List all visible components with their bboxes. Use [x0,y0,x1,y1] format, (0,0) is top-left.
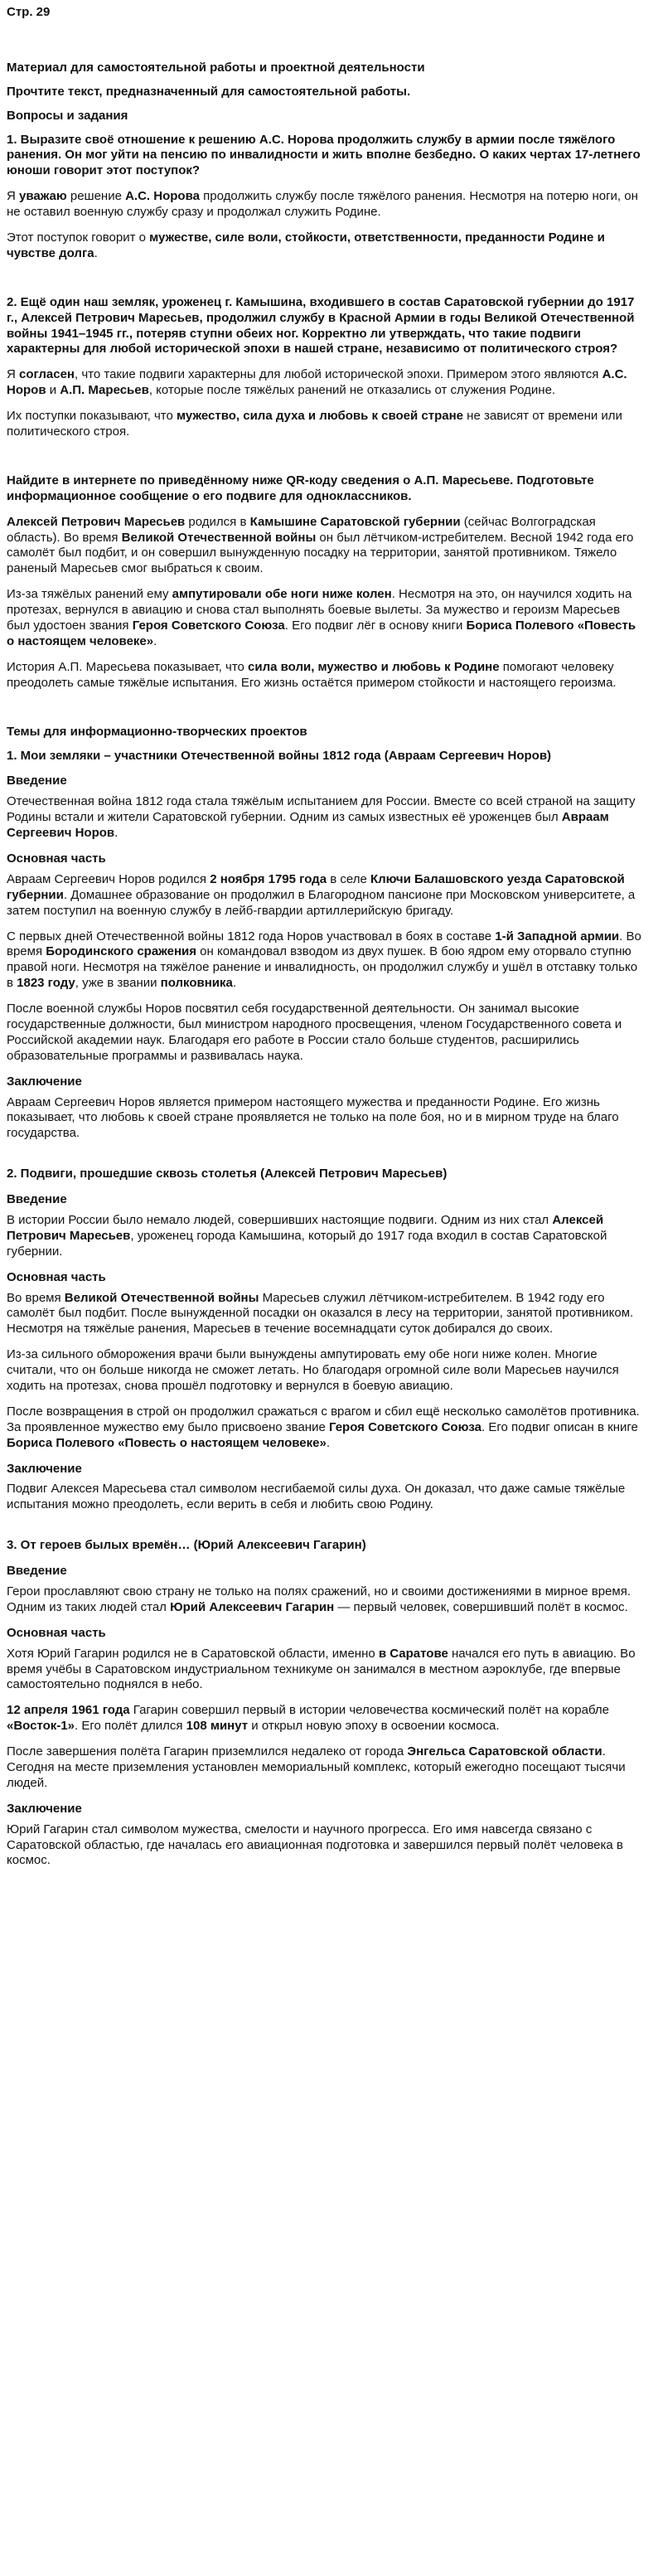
topic-3-main-paragraph: 12 апреля 1961 года Гагарин совершил первый в истории человечества космический полёт на корабле «Восток-1». Его полёт длился 108 минут и открыл новую эпоху в освоении космоса. [7,1703,609,1734]
topic-3-main-paragraph: Хотя Юрий Гагарин родился не в Саратовской области, именно в Саратове начался его путь в авиацию. Во время учёбы в Саратовском индустриальном техникуме он занимался в местном аэроклубе, где впервые самостоятельно поднялся в небо. [7,1646,636,1692]
topic-1-conclusion: Авраам Сергеевич Норов является примером настоящего мужества и преданности Родине. Его жизнь показывает, что любовь к своей стране проявляется не только на поле боя, но и в мирном труде на благо государства. [7,1094,619,1141]
topic-1-main-paragraph: С первых дней Отечественной войны 1812 года Норов участвовал в боях в составе 1-й Западной армии. Во время Бородинского сражения он командовал взводом из двух пушек. В бою ядром ему оторвало ступню правой ноги. Несмотря на тяжёлое ранение и инвалидность, он продолжил службу и ушёл в отставку только в 1823 году, уже в звании полковника. [7,929,641,991]
topic-2-intro: В истории России было немало людей, совершивших настоящие подвиги. Одним из них стал Алексей Петрович Маресьев, уроженец города Камышина, который до 1917 года входил в состав Саратовской губернии. [7,1212,607,1259]
answer-2-paragraph: Я согласен, что такие подвиги характерны для любой исторической эпохи. Примером этого являются А.С. Норов и А.П. Маресьев, которые после тяжёлых ранений не отказались от служения Родине. [7,367,627,398]
answer-3-paragraph: Алексей Петрович Маресьев родился в Камышине Саратовской губернии (сейчас Волгоградская область). Во время Великой Отечественной войны он был лётчиком-истребителем. Весной 1942 года его самолёт был подбит, и он совершил вынужденную посадку на территории, занятой противником. Тяжело раненый Маресьев смог выбраться к своим. [7,514,634,576]
section-heading: Материал для самостоятельной работы и проектной деятельности [7,60,425,75]
topic-3-intro: Герои прославляют свою страну не только на полях сражений, но и своими достижениями в мирное время. Одним из таких людей стал Юрий Алексеевич Гагарин — первый человек, совершивший полёт в космос. [7,1584,631,1614]
topic-3-main-paragraph: После завершения полёта Гагарин приземлился недалеко от города Энгельса Саратовской области. Сегодня на месте приземления установлен мемориальный комплекс, который ежегодно посещают тысячи людей. [7,1744,626,1790]
topic-3-title: 3. От героев былых времён… (Юрий Алексеевич Гагарин) [7,1538,366,1553]
topic-1-conclusion-label: Заключение [7,1074,82,1089]
topic-2-conclusion-label: Заключение [7,1461,82,1476]
topic-3-main-label: Основная часть [7,1625,106,1640]
topic-2-main-paragraph: Из-за сильного обморожения врачи были вынуждены ампутировать ему обе ноги ниже колен. Многие считали, что он больше никогда не сможет летать. Но благодаря огромной силе воли Маресьев научился ходить на протезах, снова прошёл подготовку и вернулся в боевую авиацию. [7,1347,619,1393]
answer-3-paragraph: История А.П. Маресьева показывает, что сила воли, мужество и любовь к Родине помогают человеку преодолеть самые тяжёлые испытания. Его жизнь остаётся примером стойкости и настоящего героизма. [7,659,617,690]
answer-1-paragraph: Я уважаю решение А.С. Норова продолжить службу после тяжёлого ранения. Несмотря на потерю ноги, он не оставил военную службу сразу и продолжал служить Родине. [7,189,638,220]
answer-3-paragraph: Из-за тяжёлых ранений ему ампутировали обе ноги ниже колен. Несмотря на это, он научился ходить на протезах, вернулся в авиацию и снова стал выполнять боевые вылеты. За мужество и героизм Маресьев был удостоен звания Героя Советского Союза. Его подвиг лёг в основу книги Бориса Полевого «Повесть о настоящем человеке». [7,587,636,648]
topic-1-title: 1. Мои земляки – участники Отечественной войны 1812 года (Авраам Сергеевич Норов) [7,748,552,763]
topic-2-main-paragraph: Во время Великой Отечественной войны Маресьев служил лётчиком-истребителем. В 1942 году его самолёт был подбит. После вынужденной посадки он оказался в лесу на территории, занятой противником. Несмотря на тяжёлые ранения, Маресьев в течение восемнадцати суток добирался до своих. [7,1290,634,1337]
topic-1-main-paragraph: После военной службы Норов посвятил себя государственной деятельности. Он занимал высокие государственные должности, был министром народного просвещения, членом Государственного совета и Российской академии наук. Благодаря его работе в России стало больше студентов, расширились образовательные программы и развивалась наука. [7,1002,622,1063]
topic-1-intro: Отечественная война 1812 года стала тяжёлым испытанием для России. Вместе со всей страной на защиту Родины встали и жители Саратовской губернии. Одним из самых известных её уроженцев был Авраам Сергеевич Норов. [7,794,636,841]
questions-heading: Вопросы и задания [7,108,128,123]
topic-1-main-paragraph: Авраам Сергеевич Норов родился 2 ноября 1795 года в селе Ключи Балашовского уезда Саратовской губернии. Домашнее образование он продолжил в Благородном пансионе при Московском университете, а затем поступил на военную службу в лейб-гвардии артиллерийскую бригаду. [7,871,636,918]
projects-heading: Темы для информационно-творческих проектов [7,724,307,739]
topic-2-intro-label: Введение [7,1192,67,1207]
topic-2-main-paragraph: После возвращения в строй он продолжил сражаться с врагом и сбил ещё несколько самолётов противника. За проявленное мужество ему было присвоено звание Героя Советского Союза. Его подвиг описан в книге Бориса Полевого «Повесть о настоящем человеке». [7,1404,640,1450]
topic-1-intro-label: Введение [7,774,67,788]
topic-2-main-label: Основная часть [7,1269,106,1284]
topic-2-conclusion: Подвиг Алексея Маресьева стал символом несгибаемой силы духа. Он доказал, что даже самые тяжёлые испытания можно преодолеть, если верить в себя и любить свою Родину. [7,1482,626,1512]
topic-3-conclusion: Юрий Гагарин стал символом мужества, смелости и научного прогресса. Его имя навсегда связано с Саратовской областью, где началась его авиационная подготовка и завершился первый полёт человека в космос. [7,1822,623,1868]
instruction: Прочтите текст, предназначенный для самостоятельной работы. [7,84,411,99]
page-number: Стр. 29 [7,5,51,19]
topic-1-main-label: Основная часть [7,851,106,866]
answer-2-paragraph: Их поступки показывают, что мужество, сила духа и любовь к своей стране не зависят от времени или политического строя. [7,409,622,439]
question-1: 1. Выразите своё отношение к решению А.С. Норова продолжить службу в армии после тяжёлого ранения. Он мог уйти на пенсию по инвалидности и жить вполне безбедно. О каких чертах 17-летнего юноши говорит этот поступок? [7,132,641,178]
question-3: Найдите в интернете по приведённому ниже QR-коду сведения о А.П. Маресьеве. Подготовьте информационное сообщение о его подвиге для одноклассников. [7,473,594,503]
answer-1-paragraph: Этот поступок говорит о мужестве, силе воли, стойкости, ответственности, преданности Родине и чувстве долга. [7,230,605,260]
topic-3-conclusion-label: Заключение [7,1801,82,1816]
topic-2-title: 2. Подвиги, прошедшие сквозь столетья (Алексей Петрович Маресьев) [7,1167,448,1181]
question-2: 2. Ещё один наш земляк, уроженец г. Камышина, входившего в состав Саратовской губернии до 1917 г., Алексей Петрович Маресьев, продолжил службу в Красной Армии в годы Великой Отечественной войны 1941–1945 гг., потеряв ступни обеих ног. Корректно ли утверждать, что такие подвиги характерны для любой исторической эпохи в нашей стране, независимо от политического строя? [7,294,635,357]
topic-3-intro-label: Введение [7,1564,67,1579]
